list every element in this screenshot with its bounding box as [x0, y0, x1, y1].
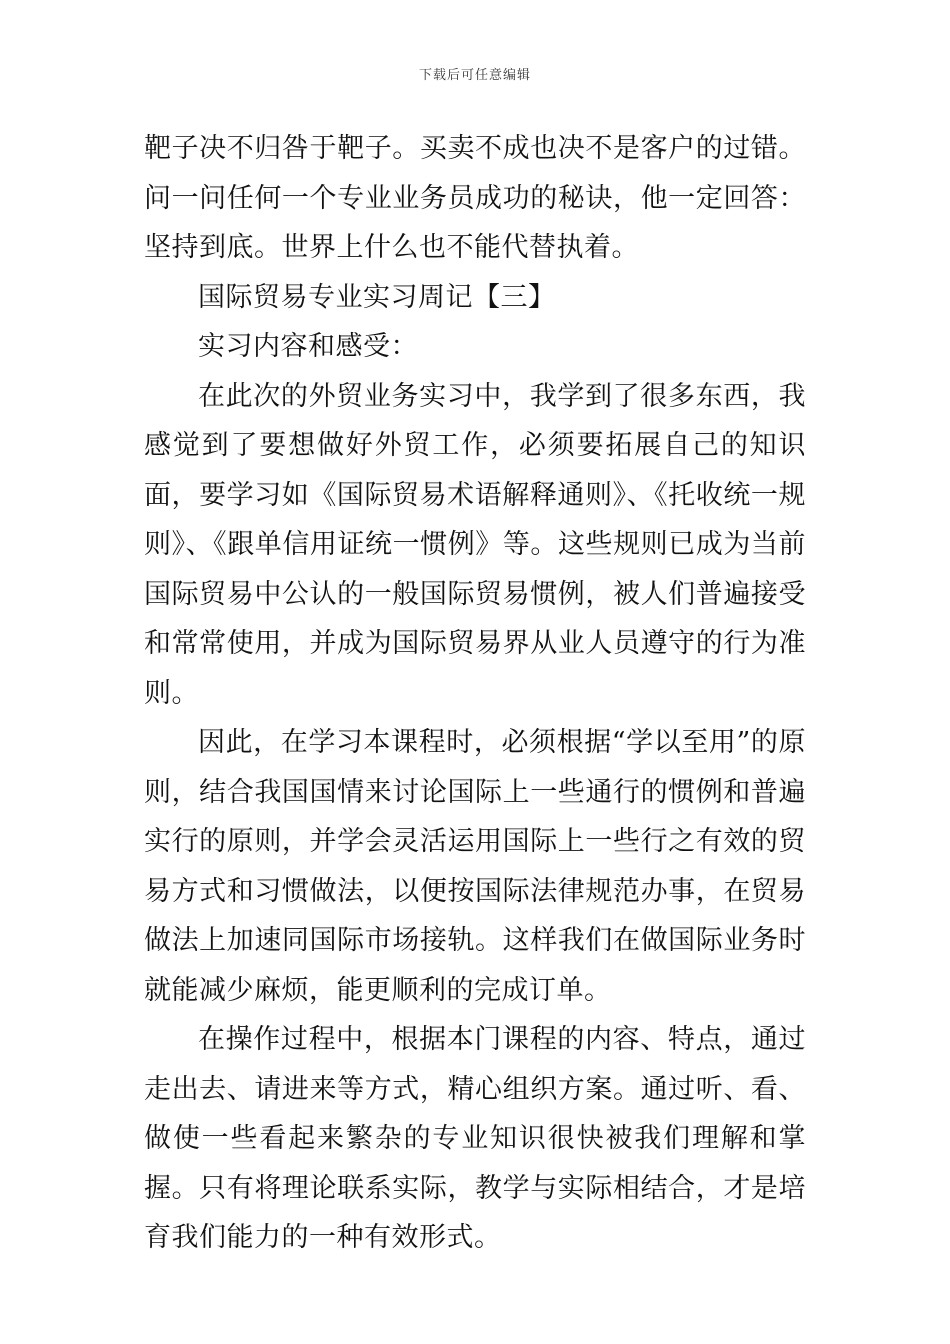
- document-body: [144, 124, 806, 1263]
- section-subtitle: 实习内容和感受：: [198, 331, 418, 362]
- paragraph-continuation: 靶子决不归咎于靶子。买卖不成也决不是客户的过错。问一问任何一个专业业务员成功的秘诀，他一定回答：坚持到底。世界上什么也不能代替执着。: [144, 133, 806, 263]
- paragraph: 在操作过程中，根据本门课程的内容、特点，通过走出去、请进来等方式，精心组织方案。通过听、看、做使一些看起来繁杂的专业知识很快被我们理解和掌握。只有将理论联系实际，教学与实际相结合，才是培育我们能力的一种有效形式。: [144, 1024, 806, 1253]
- page-header-note: 下载后可任意编辑: [418, 68, 531, 83]
- section-title: 国际贸易专业实习周记【三】: [198, 281, 556, 313]
- paragraph: 在此次的外贸业务实习中，我学到了很多东西，我感觉到了要想做好外贸工作，必须要拓展自己的知识面，要学习如《国际贸易术语解释通则》、《托收统一规则》、《跟单信用证统一惯例》等。这些规则已成为当前国际贸易中公认的一般国际贸易惯例，被人们普遍接受和常常使用，并成为国际贸易界从业人员遵守的行为准则。: [144, 380, 806, 709]
- paragraph: 因此，在学习本课程时，必须根据“学以至用”的原则，结合我国国情来讨论国际上一些通行的惯例和普遍实行的原则，并学会灵活运用国际上一些行之有效的贸易方式和习惯做法，以便按国际法律规范办事，在贸易做法上加速同国际市场接轨。这样我们在做国际业务时就能减少麻烦，能更顺利的完成订单。: [144, 727, 806, 1006]
